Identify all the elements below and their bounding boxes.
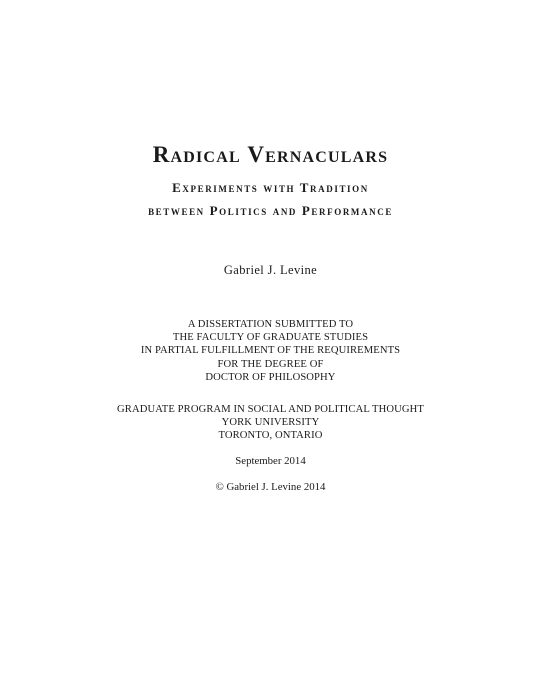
- program-line: YORK UNIVERSITY: [221, 417, 320, 429]
- dissertation-title: Radical Vernaculars: [152, 142, 389, 167]
- program-affiliation: [0, 403, 541, 443]
- statement-line: DOCTOR OF PHILOSOPHY: [205, 371, 336, 383]
- statement-line: THE FACULTY OF GRADUATE STUDIES: [172, 332, 369, 344]
- submission-statement: [0, 318, 541, 384]
- subtitle-line-2: between Politics and Performance: [148, 203, 393, 218]
- author-name: Gabriel J. Levine: [223, 263, 318, 277]
- subtitle-line-1: Experiments with Tradition: [172, 180, 369, 195]
- program-line: TORONTO, ONTARIO: [218, 430, 323, 442]
- statement-line: A DISSERTATION SUBMITTED TO: [187, 319, 354, 330]
- copyright-notice: © Gabriel J. Levine 2014: [215, 481, 326, 493]
- submission-date: September 2014: [235, 455, 306, 467]
- program-line: GRADUATE PROGRAM IN SOCIAL AND POLITICAL THOUGHT: [117, 404, 424, 415]
- statement-line: IN PARTIAL FULFILLMENT OF THE REQUIREMENTS: [140, 345, 401, 357]
- statement-line: FOR THE DEGREE OF: [217, 358, 324, 370]
